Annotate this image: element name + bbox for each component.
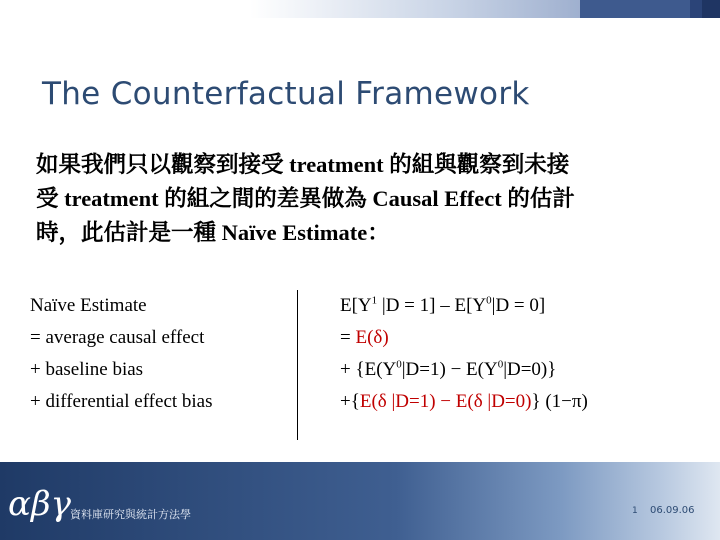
logo: αβγ	[8, 484, 71, 524]
decomposition-labels	[30, 290, 213, 418]
formula-baseline-bias: + $\{E(Y^0|D=1) - E(Y^0|D=0)\}$	[340, 358, 557, 380]
top-stripe-blue	[580, 0, 690, 18]
formula-naive-estimate: $E[Y^1$ $|D = 1] - E[Y^0|D = 0]$	[340, 294, 546, 316]
footer-bar	[0, 462, 720, 540]
intro-paragraph	[36, 148, 716, 250]
decomposition-formulas	[340, 290, 588, 418]
intro-line-2: 受 treatment 的組之間的差異做為 Causal Effect 的估計	[36, 186, 575, 211]
label-average-causal-effect: = average causal effect	[30, 327, 205, 348]
intro-line-1: 如果我們只以觀察到接受 treatment 的組與觀察到未接	[36, 152, 570, 177]
top-stripe-darker	[702, 0, 720, 18]
label-differential-effect-bias: + differential effect bias	[30, 391, 213, 412]
top-stripe-gradient	[250, 0, 580, 18]
top-stripe-dark	[690, 0, 702, 18]
column-divider	[297, 290, 298, 440]
slide-title: The Counterfactual Framework	[42, 76, 530, 112]
formula-differential-effect-bias: +{E(δ |D=1) − E(δ |D=0)} (1−π)	[340, 391, 588, 412]
formula-average-causal-effect: = E(δ)	[340, 327, 389, 348]
label-naive-estimate: Naïve Estimate	[30, 295, 147, 316]
intro-line-3: 時，此估計是一種 Naïve Estimate：	[36, 220, 390, 245]
top-decorative-bar	[0, 0, 720, 18]
label-baseline-bias: + baseline bias	[30, 359, 144, 380]
organization-name: 資料庫研究與統計方法學	[70, 508, 191, 521]
page-number: 1	[632, 506, 638, 516]
slide-date: 06.09.06	[650, 505, 695, 516]
